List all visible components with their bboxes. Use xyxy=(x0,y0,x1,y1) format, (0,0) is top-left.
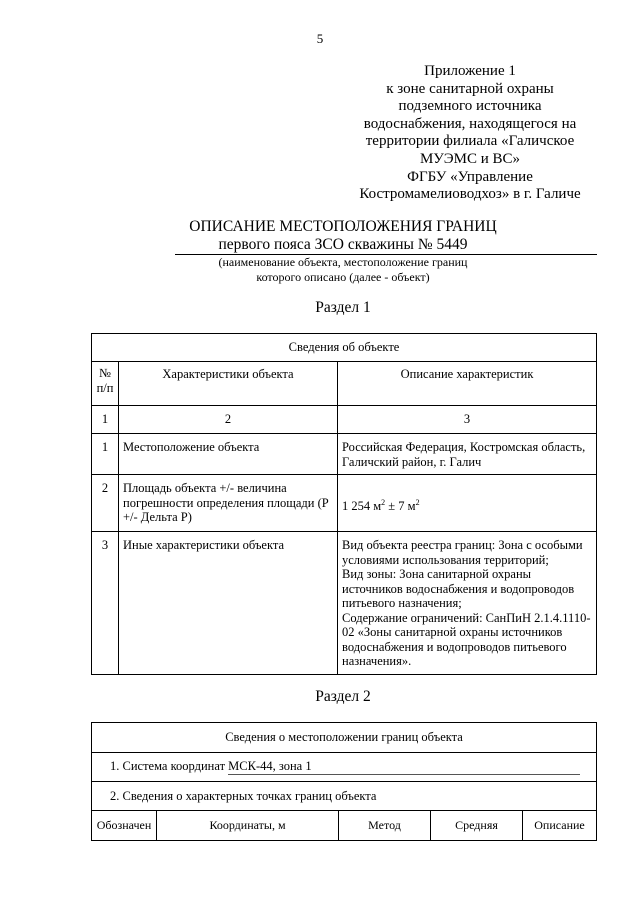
appendix-line: МУЭМС и ВС» xyxy=(419,150,521,167)
coordinate-system-row xyxy=(92,753,597,782)
column-header-designation: Обозначен xyxy=(92,811,157,841)
column-header-description: Описание характеристик xyxy=(338,362,597,406)
appendix-block xyxy=(345,63,595,204)
column-number: 3 xyxy=(338,406,597,434)
description-line: Вид зоны: Зона санитарной охраны источников водоснабжения и водопроводов питьевого назначения; xyxy=(342,567,575,610)
column-header-number-text: № п/п xyxy=(96,366,114,395)
area-unit-sup: 2 xyxy=(381,497,386,507)
section-1-heading: Раздел 1 xyxy=(315,299,371,316)
table-row xyxy=(92,532,597,675)
column-header-coordinates: Координаты, м xyxy=(157,811,339,841)
page-number: 5 xyxy=(316,31,324,46)
area-error-unit-sup: 2 xyxy=(415,497,420,507)
column-header-method: Метод xyxy=(339,811,431,841)
title-note-line-2: которого описано (далее - объект) xyxy=(256,270,430,284)
object-info-table xyxy=(91,333,597,675)
row-characteristic: Иные характеристики объекта xyxy=(119,532,338,675)
row-number: 3 xyxy=(92,532,119,675)
row-characteristic: Местоположение объекта xyxy=(119,434,338,475)
table-title: Сведения об объекте xyxy=(92,334,597,362)
area-error: ± 7 м xyxy=(385,498,416,513)
column-header-description: Описание xyxy=(523,811,597,841)
table-row xyxy=(92,434,597,475)
appendix-line: водоснабжения, находящегося на xyxy=(363,115,577,132)
column-header-number xyxy=(92,362,119,406)
row-description: Российская Федерация, Костромская область, Галичский район, г. Галич xyxy=(338,434,597,475)
description-line: Содержание ограничений: СанПиН 2.1.4.1110-02 «Зоны санитарной охраны источников водоснабжения и водопроводов питьевого назначения». xyxy=(342,610,591,668)
title-note-line-1: (наименование объекта, местоположение границ xyxy=(218,255,468,269)
column-header-mean: Средняя xyxy=(431,811,523,841)
appendix-line: Костромамелиоводхоз» в г. Галиче xyxy=(359,186,581,203)
description-line: Вид объекта реестра границ: Зона с особыми условиями использования территорий; xyxy=(342,538,583,567)
appendix-line: подземного источника xyxy=(398,98,542,115)
coordinate-system-value: МСК-44, зона 1 xyxy=(228,759,580,775)
document-title xyxy=(0,218,640,254)
appendix-line: к зоне санитарной охраны xyxy=(386,80,554,97)
appendix-line: Приложение 1 xyxy=(424,63,516,79)
title-note xyxy=(0,255,640,285)
column-number: 1 xyxy=(92,406,119,434)
section-2-heading: Раздел 2 xyxy=(315,688,371,705)
appendix-line: территории филиала «Галичское xyxy=(365,133,575,150)
title-line-1: ОПИСАНИЕ МЕСТОПОЛОЖЕНИЯ ГРАНИЦ xyxy=(189,218,497,235)
points-info-row: 2. Сведения о характерных точках границ объекта xyxy=(92,782,597,811)
column-header-characteristic: Характеристики объекта xyxy=(119,362,338,406)
coordinate-system-label: 1. Система координат xyxy=(110,759,229,774)
row-number: 2 xyxy=(92,475,119,532)
row-description xyxy=(338,532,597,675)
boundary-info-table xyxy=(91,722,597,841)
appendix-line: ФГБУ «Управление xyxy=(407,168,533,185)
column-number: 2 xyxy=(119,406,338,434)
row-number: 1 xyxy=(92,434,119,475)
table-row xyxy=(92,475,597,532)
area-value: 1 254 м xyxy=(342,498,382,513)
title-line-2: первого пояса ЗСО скважины № 5449 xyxy=(218,236,468,253)
row-characteristic: Площадь объекта +/- величина погрешности определения площади (Р +/- Дельта Р) xyxy=(119,475,338,532)
row-description xyxy=(338,475,597,532)
table-title: Сведения о местоположении границ объекта xyxy=(92,723,597,753)
